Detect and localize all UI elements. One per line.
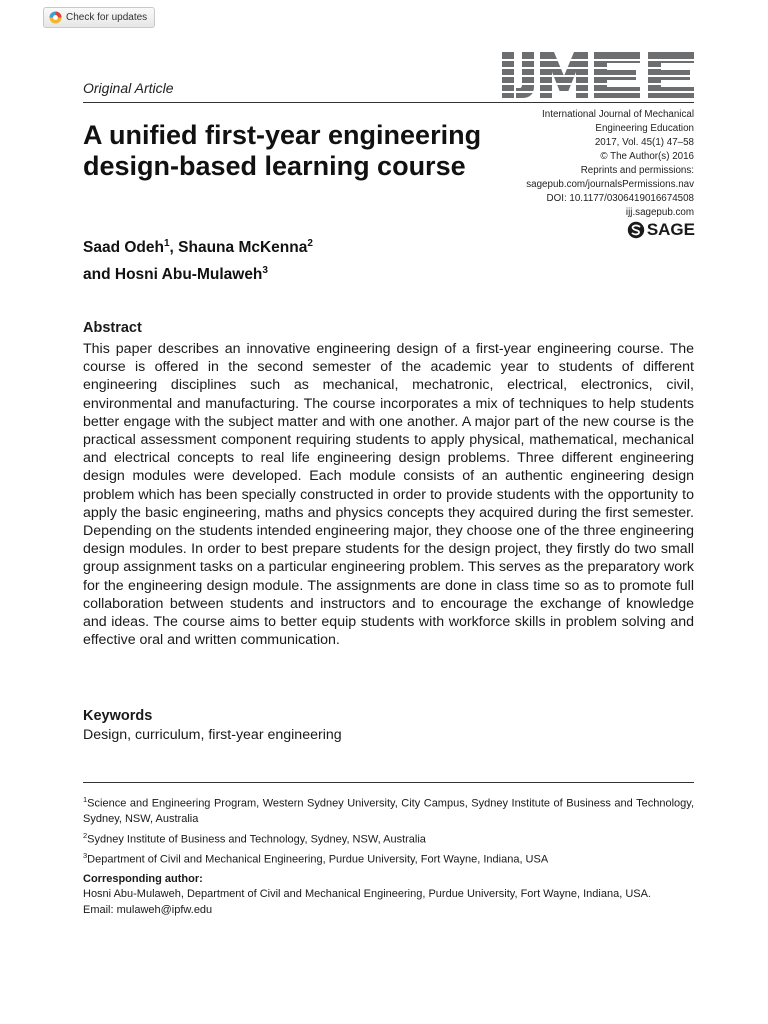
affiliation-mark: 3 [83, 850, 88, 860]
check-for-updates-label: Check for updates [66, 12, 148, 23]
sage-s-icon [627, 221, 645, 239]
affiliation-mark: 1 [83, 795, 88, 804]
affiliation-item [83, 828, 694, 848]
affiliation-mark: 2 [83, 830, 88, 840]
affiliation-text: Department of Civil and Mechanical Engineering, Purdue University, Fort Wayne, Indiana, USA [87, 853, 549, 866]
abstract-heading: Abstract [83, 320, 142, 336]
author-name: Shauna McKenna [178, 239, 308, 257]
corresponding-author-email[interactable]: Email: mulaweh@ipfw.edu [83, 903, 213, 916]
author-separator: , [169, 239, 179, 257]
abstract-text: This paper describes an innovative engineering design of a first-year engineering course. The course is offered in the second semester of the academic year to students of different engineering disciplines such as mechanical, mechatronic, electrical, electronics, civil, environmental and manufacturing. The course incorporates a mix of techniques to help students better engage with the subject matter and with one another. A major part of the new course is the practical assessment component requiring students to apply physical, mathematical, mechanical and electrical concepts to real life engineering design problems. Three different engineering design modules were developed. Each module consists of an authentic engineering design problem which has been specially constructed in order to provide students with the opportunity to apply the basic engineering, maths and physics concepts they acquired during the first semester. Depending on the students intended engineering major, they choose one of the three engineering design modules. In order to best prepare students for the design project, they firstly do two small group assignment tasks on a particular engineering problem. This serves as the preparatory work for the engineering design module. The assignments are done in class time so as to promote full collaboration between students and instructors and to encourage the exchange of knowledge and ideas. The course aims to better equip students with workforce skills in problem solving and effective oral and written communication. [83, 341, 694, 649]
footnotes [83, 792, 694, 918]
journal-url[interactable]: ijj.sagepub.com [625, 207, 694, 218]
author-affiliation-mark: 1 [163, 238, 170, 249]
author-list [83, 232, 443, 286]
author-separator: and [83, 266, 115, 284]
journal-logo [502, 52, 694, 98]
article-type: Original Article [83, 80, 174, 96]
header-rule [83, 102, 694, 103]
doi[interactable]: DOI: 10.1177/0306419016674508 [546, 193, 694, 204]
author-name: Saad Odeh [83, 239, 164, 257]
journal-name-line-1: International Journal of Mechanical [542, 109, 694, 120]
affiliation-item [83, 848, 694, 868]
keywords-text: Design, curriculum, first-year engineering [83, 727, 342, 743]
sage-logo [625, 219, 695, 241]
affiliation-item [83, 792, 694, 828]
permissions-link[interactable]: sagepub.com/journalsPermissions.nav [526, 179, 694, 190]
crossmark-icon [49, 11, 62, 24]
author-affiliation-mark: 2 [307, 238, 313, 249]
footnote-rule [83, 782, 694, 783]
journal-volume: 2017, Vol. 45(1) 47–58 [594, 137, 694, 148]
affiliation-text: Sydney Institute of Business and Technology, Sydney, NSW, Australia [87, 833, 426, 846]
journal-name-line-2: Engineering Education [595, 123, 694, 134]
affiliation-text: Science and Engineering Program, Western Sydney University, City Campus, Sydney Institute of Business and Technology, Sydney, NSW, Australia [83, 797, 694, 826]
keywords-heading: Keywords [83, 708, 153, 724]
author-name: Hosni Abu-Mulaweh [114, 266, 263, 284]
journal-info [464, 108, 694, 220]
corresponding-author-address: Hosni Abu-Mulaweh, Department of Civil and Mechanical Engineering, Purdue University, Fort Wayne, Indiana, USA. [83, 888, 651, 901]
copyright: © The Author(s) 2016 [600, 151, 694, 162]
author-affiliation-mark: 3 [262, 265, 268, 277]
sage-wordmark: SAGE [646, 220, 695, 239]
article-title: A unified first-year engineering design-based learning course [83, 120, 482, 181]
reprints-label: Reprints and permissions: [580, 165, 694, 176]
check-for-updates-button[interactable] [43, 7, 155, 28]
corresponding-author-label: Corresponding author: [83, 872, 203, 885]
